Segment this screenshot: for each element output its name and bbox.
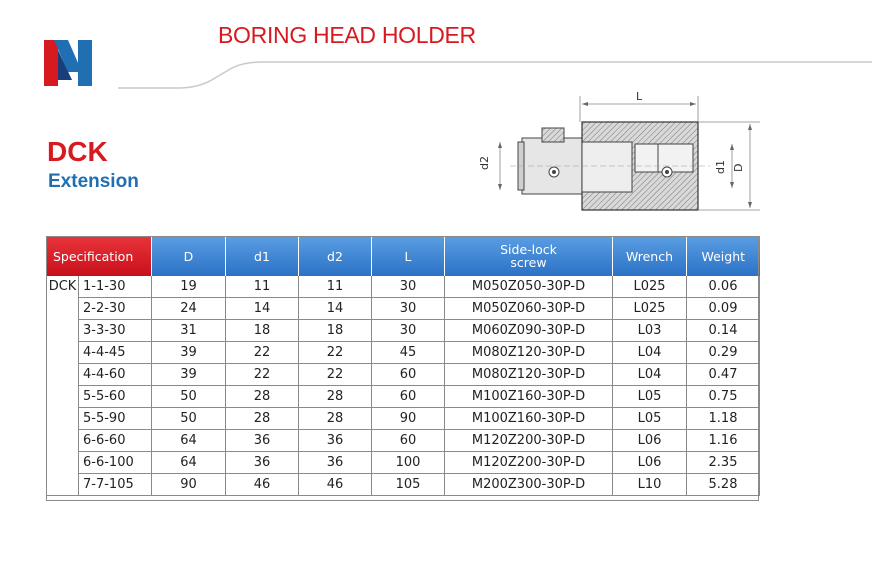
cell-L: 60 xyxy=(372,364,445,386)
cell-d1: 11 xyxy=(226,276,299,298)
cell-d2: 46 xyxy=(299,474,372,496)
dim-label-d1: d1 xyxy=(714,160,727,174)
cell-d1: 36 xyxy=(226,430,299,452)
cell-D: 50 xyxy=(152,386,226,408)
cell-D: 24 xyxy=(152,298,226,320)
cell-spec: 3-3-30 xyxy=(79,320,152,342)
cell-D: 50 xyxy=(152,408,226,430)
series-subtitle: Extension xyxy=(48,171,139,192)
cell-weight: 0.14 xyxy=(687,320,760,342)
cell-screw: M200Z300-30P-D xyxy=(445,474,613,496)
cell-spec: 4-4-60 xyxy=(79,364,152,386)
cell-D: 39 xyxy=(152,342,226,364)
cell-weight: 0.09 xyxy=(687,298,760,320)
cell-spec: 5-5-90 xyxy=(79,408,152,430)
cell-spec: 2-2-30 xyxy=(79,298,152,320)
cell-L: 105 xyxy=(372,474,445,496)
series-name: DCK xyxy=(47,136,108,167)
cell-wrench: L04 xyxy=(613,342,687,364)
cell-D: 64 xyxy=(152,430,226,452)
dim-label-D: D xyxy=(732,163,745,172)
cell-D: 90 xyxy=(152,474,226,496)
cell-d2: 14 xyxy=(299,298,372,320)
cell-d2: 22 xyxy=(299,364,372,386)
table-row xyxy=(47,342,760,364)
header-D: D xyxy=(152,236,226,276)
cell-L: 90 xyxy=(372,408,445,430)
header-weight: Weight xyxy=(687,236,760,276)
n-logo-icon xyxy=(44,36,92,86)
cell-weight: 0.06 xyxy=(687,276,760,298)
header-d1: d1 xyxy=(226,236,299,276)
dim-label-d2: d2 xyxy=(478,156,491,170)
cell-L: 30 xyxy=(372,276,445,298)
cell-weight: 1.16 xyxy=(687,430,760,452)
cell-d1: 22 xyxy=(226,364,299,386)
spec-table xyxy=(46,236,760,496)
cell-D: 39 xyxy=(152,364,226,386)
cell-d1: 28 xyxy=(226,408,299,430)
cell-spec: 5-5-60 xyxy=(79,386,152,408)
cell-spec: 7-7-105 xyxy=(79,474,152,496)
cell-wrench: L06 xyxy=(613,430,687,452)
cell-spec: 6-6-100 xyxy=(79,452,152,474)
table-row xyxy=(47,452,760,474)
cell-L: 60 xyxy=(372,386,445,408)
table-row xyxy=(47,430,760,452)
table-row xyxy=(47,276,760,298)
header-wrench: Wrench xyxy=(613,236,687,276)
cell-d1: 14 xyxy=(226,298,299,320)
cell-d2: 11 xyxy=(299,276,372,298)
cell-screw: M080Z120-30P-D xyxy=(445,342,613,364)
header-d2: d2 xyxy=(299,236,372,276)
cell-spec: 4-4-45 xyxy=(79,342,152,364)
cell-d1: 46 xyxy=(226,474,299,496)
cell-wrench: L05 xyxy=(613,408,687,430)
cell-D: 19 xyxy=(152,276,226,298)
table-header-row xyxy=(47,236,760,276)
cell-weight: 5.28 xyxy=(687,474,760,496)
header-screw-line2: screw xyxy=(510,255,547,270)
cell-D: 64 xyxy=(152,452,226,474)
cell-d2: 22 xyxy=(299,342,372,364)
cell-screw: M120Z200-30P-D xyxy=(445,452,613,474)
table-row xyxy=(47,320,760,342)
cell-spec: 1-1-30 xyxy=(79,276,152,298)
header-specification: Specification xyxy=(47,236,152,276)
cell-screw: M080Z120-30P-D xyxy=(445,364,613,386)
table-row xyxy=(47,298,760,320)
table-row xyxy=(47,474,760,496)
cell-screw: M100Z160-30P-D xyxy=(445,386,613,408)
cell-d2: 36 xyxy=(299,430,372,452)
cell-wrench: L06 xyxy=(613,452,687,474)
cell-screw: M100Z160-30P-D xyxy=(445,408,613,430)
cell-L: 45 xyxy=(372,342,445,364)
series-cell: DCK xyxy=(47,276,79,496)
header-side-lock-screw xyxy=(445,236,613,276)
cell-weight: 0.29 xyxy=(687,342,760,364)
cell-D: 31 xyxy=(152,320,226,342)
cell-screw: M120Z200-30P-D xyxy=(445,430,613,452)
cell-d2: 36 xyxy=(299,452,372,474)
cell-wrench: L10 xyxy=(613,474,687,496)
cell-d2: 18 xyxy=(299,320,372,342)
cell-screw: M050Z050-30P-D xyxy=(445,276,613,298)
cell-d2: 28 xyxy=(299,408,372,430)
page-title: BORING HEAD HOLDER xyxy=(218,22,476,48)
cell-d1: 28 xyxy=(226,386,299,408)
cell-wrench: L05 xyxy=(613,386,687,408)
cell-L: 100 xyxy=(372,452,445,474)
header-screw-line1: Side-lock xyxy=(500,242,557,257)
cell-L: 30 xyxy=(372,320,445,342)
cell-d1: 22 xyxy=(226,342,299,364)
cell-screw: M060Z090-30P-D xyxy=(445,320,613,342)
cell-d1: 36 xyxy=(226,452,299,474)
cell-weight: 1.18 xyxy=(687,408,760,430)
cell-wrench: L03 xyxy=(613,320,687,342)
cell-wrench: L025 xyxy=(613,298,687,320)
cell-d1: 18 xyxy=(226,320,299,342)
table-row xyxy=(47,408,760,430)
cell-weight: 0.75 xyxy=(687,386,760,408)
cell-spec: 6-6-60 xyxy=(79,430,152,452)
cell-L: 60 xyxy=(372,430,445,452)
cell-L: 30 xyxy=(372,298,445,320)
cell-wrench: L025 xyxy=(613,276,687,298)
cell-d2: 28 xyxy=(299,386,372,408)
cell-weight: 2.35 xyxy=(687,452,760,474)
holder-drawing xyxy=(470,84,760,229)
table-row xyxy=(47,386,760,408)
dim-label-L: L xyxy=(636,90,643,103)
cell-wrench: L04 xyxy=(613,364,687,386)
header-L: L xyxy=(372,236,445,276)
cell-screw: M050Z060-30P-D xyxy=(445,298,613,320)
cell-weight: 0.47 xyxy=(687,364,760,386)
table-row xyxy=(47,364,760,386)
